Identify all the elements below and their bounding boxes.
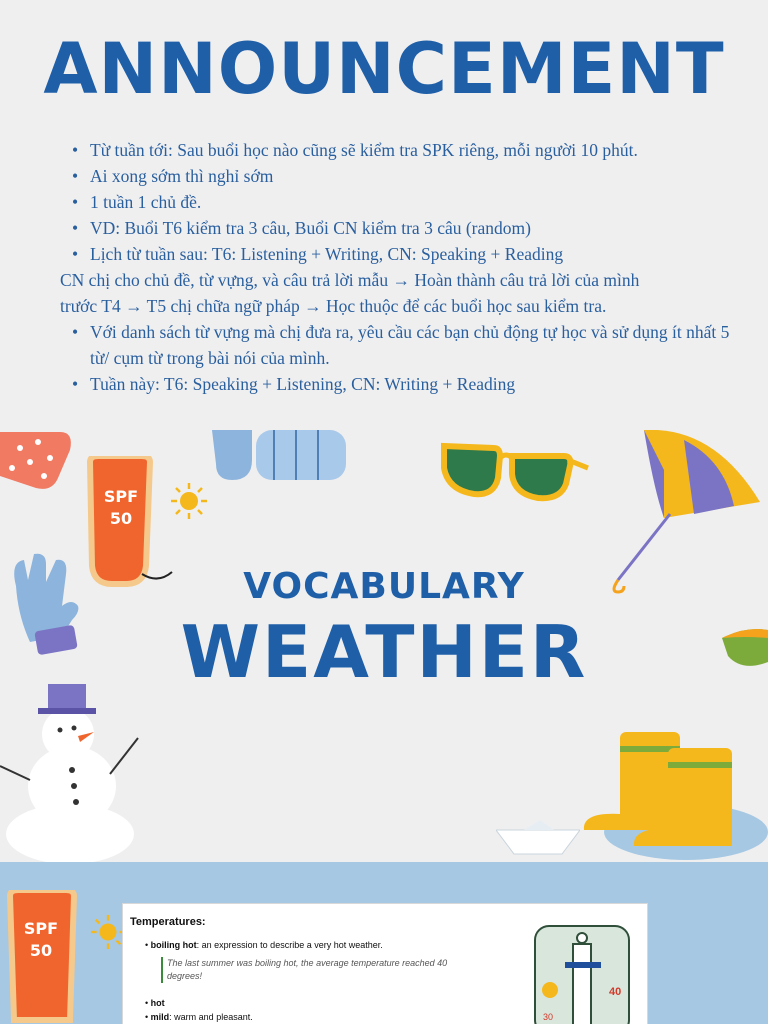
announcement-section — [0, 0, 768, 420]
announcement-title: ANNOUNCEMENT — [43, 28, 725, 110]
announcement-list-1 — [78, 137, 750, 267]
snowman-icon — [0, 674, 150, 862]
list-item: • Lịch từ tuần sau: T6: Listening + Writing, CN: Speaking + Reading — [78, 241, 750, 267]
list-item: • VD: Buổi T6 kiểm tra 3 câu, Buổi CN kiểm tra 3 câu (random) — [78, 215, 750, 241]
vocab-term: hot — [150, 998, 165, 1008]
vocab-definition: : warm and pleasant. — [169, 1012, 253, 1022]
sunglasses-icon — [440, 438, 590, 504]
list-item: • Từ tuần tới: Sau buổi học nào cũng sẽ kiểm tra SPK riêng, mỗi người 10 phút. — [78, 137, 750, 163]
vocabulary-cover — [0, 420, 768, 862]
thermometer-high-label: 40 — [609, 986, 622, 998]
paper-boat-icon — [496, 820, 580, 860]
sunscreen-label-line: 50 — [109, 509, 133, 528]
sunscreen-label-line: SPF — [103, 487, 139, 506]
vocab-entry — [145, 998, 165, 1008]
vocab-entry — [145, 940, 383, 950]
thermometer-icon — [533, 924, 633, 1024]
sun-icon — [170, 482, 208, 520]
list-item: • Tuần này: T6: Speaking + Listening, CN: Writing + Reading — [78, 371, 750, 397]
thermometer-low-label: 30 — [543, 1012, 554, 1022]
announcement-list-2 — [78, 319, 750, 397]
vocabulary-subtitle: VOCABULARY — [243, 566, 525, 607]
sunscreen-label — [18, 918, 64, 962]
sunscreen-label — [96, 486, 146, 530]
announcement-body — [60, 137, 750, 397]
vocabulary-title: WEATHER — [180, 610, 588, 694]
list-item: • Với danh sách từ vựng mà chị đưa ra, yêu cầu các bạn chủ động tự học và sử dụng ít nhất 5 từ/ cụm từ trong bài nói của mình. — [78, 319, 750, 371]
jacket-icon — [212, 430, 350, 486]
sunscreen-label-line: SPF — [23, 919, 59, 938]
card-heading: Temperatures: — [130, 916, 206, 928]
list-item: • Ai xong sớm thì nghỉ sớm — [78, 163, 750, 189]
rain-boots-icon — [568, 704, 768, 862]
vocab-example: The last summer was boiling hot, the average temperature reached 40 degrees! — [161, 957, 481, 983]
announcement-paragraph: CN chị cho chủ đề, từ vựng, và câu trả lời mẫu → Hoàn thành câu trả lời của mình — [60, 270, 640, 290]
list-item: • 1 tuần 1 chủ đề. — [78, 189, 750, 215]
vocab-term: boiling hot — [150, 940, 197, 950]
vocab-definition: : an expression to describe a very hot weather. — [196, 940, 383, 950]
announcement-paragraph: trước T4 → T5 chị chữa ngữ pháp → Học thuộc để các buổi học sau kiểm tra. — [60, 296, 607, 316]
sunscreen-label-line: 50 — [29, 941, 53, 960]
vocab-entry — [145, 1012, 253, 1022]
mitten-icon — [0, 428, 74, 498]
sun-icon — [90, 914, 126, 950]
vocabulary-slide — [0, 862, 768, 1024]
vocabulary-card — [122, 903, 648, 1024]
vocab-term: mild — [150, 1012, 170, 1022]
